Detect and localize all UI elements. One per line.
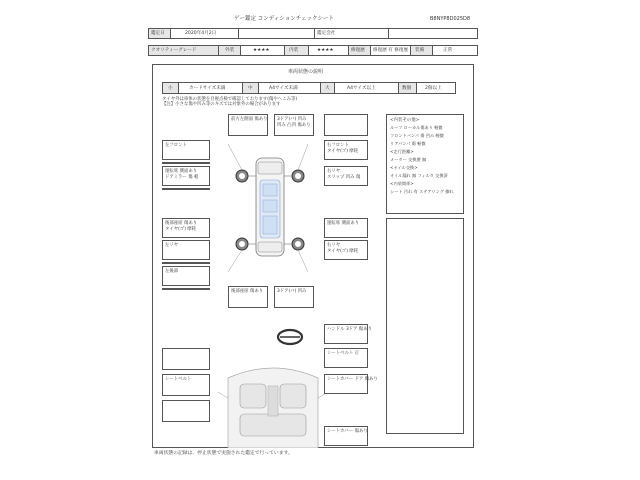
equipment-value: 正常 [443, 48, 453, 53]
left-damage-box-3-text: 左リヤ [165, 243, 179, 248]
left-damage-box-0-text: 左フロント [165, 143, 187, 148]
interior-left-box-0 [162, 348, 210, 370]
size-medium: 中 [248, 86, 253, 91]
left-damage-box-blank-1 [162, 188, 210, 190]
size-small: 小 [168, 86, 173, 91]
bottom-damage-box-1 [274, 286, 314, 308]
interior-left-box-2 [162, 400, 210, 422]
interior-right-box-1-text: シートベルト 正 [327, 351, 360, 356]
side-note-line: ルーフ ローカル傷あり 軽微 [390, 125, 443, 130]
car-interior-diagram [218, 358, 328, 448]
car-top-view-diagram [228, 140, 308, 276]
bottom-damage-box-1-text: 3ドア(バ) 凹み [277, 289, 307, 294]
interior-right-box-2 [324, 374, 378, 394]
left-damage-box-4-text: 左後部 [165, 269, 179, 274]
size-a4-under: A4サイズ未満 [269, 86, 298, 91]
size-large: 大 [325, 86, 330, 91]
right-damage-box-3 [324, 240, 368, 260]
interior-right-box-1 [324, 348, 368, 368]
count-value: 2個以上 [425, 86, 442, 91]
right-damage-box-2-text: 運転席 側面あり [327, 221, 360, 226]
side-note-line: オイル漏れ 無 フィルタ 交換済 [390, 173, 448, 178]
repair-label: 修復歴 [351, 48, 365, 53]
top-damage-box-1 [274, 114, 314, 136]
document-id: B8NYP8D025D8 [430, 16, 471, 22]
interior-right-box-2-text: シートカバー ドア 傷あり [327, 377, 378, 382]
side-note-line: <走行距離> [390, 149, 414, 154]
steering-wheel-icon [276, 328, 304, 346]
left-damage-box-2-text: 後部座席 傷あり タイヤ(ゴ) 摩耗 [165, 221, 198, 232]
side-notes-title: <内装その他> [390, 118, 420, 123]
note-line-1: タイヤ外は車体の状態を目視点検で確認しております(傷やへこみ等) [162, 97, 298, 102]
sheet-title: ゲー鑑定 コンディションチェックシート [234, 16, 335, 22]
condition-check-sheet [148, 14, 478, 460]
right-damage-box-0-text: 右フロント タイヤ(ゴ) 摩耗 [327, 143, 359, 154]
exterior-label: 外装 [225, 48, 235, 53]
exterior-stars: ★★★★ [253, 48, 270, 53]
left-damage-box-0 [162, 140, 210, 160]
side-note-line: <内装関係> [390, 181, 414, 186]
left-damage-box-blank-3 [162, 262, 210, 264]
info-row [148, 28, 478, 39]
left-damage-box-3 [162, 240, 210, 260]
interior-right-box-0-text: ハンドル 3ドア 傷あり [327, 327, 372, 332]
side-note-line: シート 汚れ 有 ステアリング 擦れ [390, 189, 454, 194]
equipment-label: 装備 [415, 48, 425, 53]
side-note-line: <オイル交換> [390, 165, 418, 170]
left-damage-box-2 [162, 218, 210, 238]
right-damage-box-1-text: 右リヤ スリップ 凹み 傷 [327, 169, 361, 180]
side-note-line: メーター 交換歴 無 [390, 157, 427, 162]
right-damage-box-1 [324, 166, 368, 186]
inspector-label: 鑑定会社 [317, 31, 336, 36]
interior-right-box-3 [324, 426, 368, 446]
top-damage-box-0 [228, 114, 268, 136]
right-damage-box-2 [324, 218, 368, 238]
footer-note: 車両状態の記録は、停止状態で実施された鑑定で行っています。 [154, 451, 293, 456]
bottom-damage-box-0-text: 後部座席 傷あり [231, 289, 264, 294]
date-label: 鑑定日 [151, 31, 165, 36]
side-note-line: リアバンパ 傷 軽微 [390, 141, 426, 146]
section-title: 車両状態の説明 [288, 69, 324, 75]
left-damage-box-blank-4 [162, 288, 210, 290]
quality-grade-label: クオリティーグレード [151, 48, 197, 53]
date-value: 2020年4月2日 [185, 31, 217, 36]
interior-stars: ★★★★ [317, 48, 334, 53]
note-line-2: 【注】小さな傷や凹み等のキズでは対象外の場合があります [162, 102, 281, 107]
interior-left-box-1 [162, 374, 210, 396]
grade-row [148, 45, 478, 56]
left-damage-box-1-text: 運転席 側面あり ドアミラー 傷 軽 [165, 169, 199, 180]
size-a4-over: A4サイズ以上 [347, 86, 376, 91]
count-label: 数個 [402, 86, 412, 91]
interior-left-box-1-text: シートベルト [165, 377, 192, 382]
left-damage-box-1 [162, 166, 210, 186]
right-damage-box-0 [324, 140, 368, 160]
left-damage-box-4 [162, 266, 210, 286]
interior-label: 内装 [289, 48, 299, 53]
top-damage-box-0-text: 前方左側面 傷あり [231, 117, 268, 122]
damage-size-legend [162, 82, 456, 94]
interior-right-box-3-text: シートカバー 傷あり [327, 429, 368, 434]
size-card: カードサイズ未満 [189, 86, 226, 91]
left-damage-box-blank-0 [162, 162, 210, 164]
bottom-damage-box-0 [228, 286, 268, 308]
right-damage-box-3-text: 右リヤ タイヤ(ゴ) 摩耗 [327, 243, 359, 254]
repair-value: 修復歴 有 修復歴 [373, 48, 409, 53]
interior-right-box-0 [324, 324, 372, 344]
top-damage-box-2 [324, 114, 368, 136]
side-notes-box-lower [386, 218, 464, 434]
top-damage-box-1-text: 3ドア(バ) 凹み 凹み 凸凹 傷あり [277, 117, 311, 128]
side-note-line: フロントバンパ 傷 凹み 軽微 [390, 133, 444, 138]
side-notes-box [386, 114, 464, 214]
